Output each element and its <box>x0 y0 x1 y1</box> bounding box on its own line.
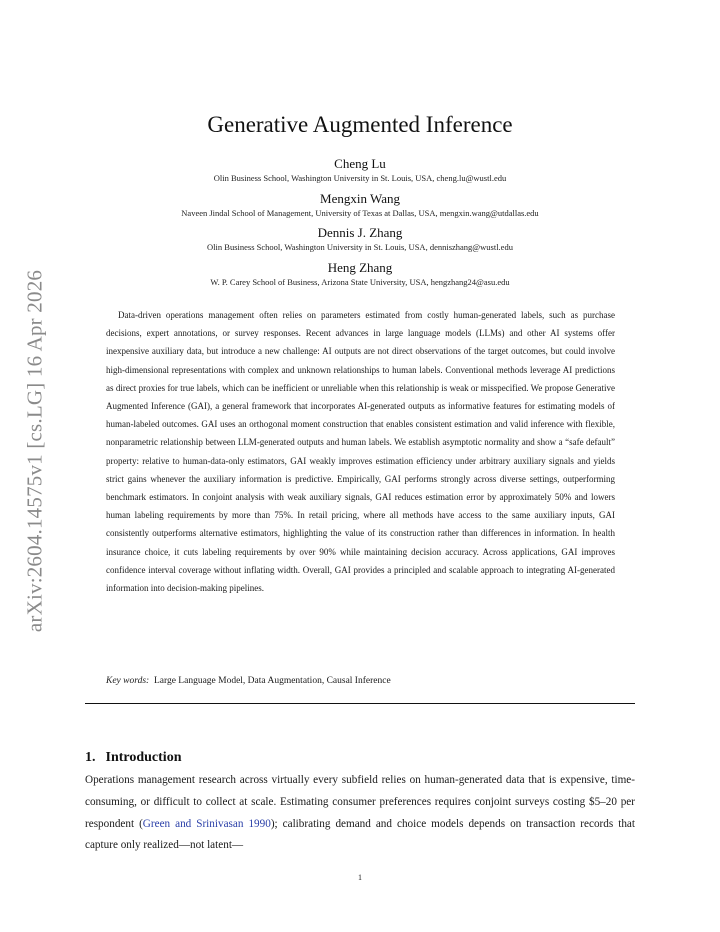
section-heading <box>85 750 181 766</box>
author-name: Heng Zhang <box>327 260 393 275</box>
author-block <box>0 260 720 288</box>
author-affiliation: Olin Business School, Washington University in St. Louis, USA, cheng.lu@wustl.edu <box>213 173 507 183</box>
intro-text: Operations management research across virtually every subfield relies on human-generated data that is expensive, time-consuming, or difficult to collect at scale. Estimating consumer preferences requires conjoint surveys costing $5–20 per respondent ( <box>85 774 635 830</box>
abstract: Data-driven operations management often relies on parameters estimated from costly human-generated labels, such as purchase decisions, expert annotations, or survey responses. Recent advances in large language models (LLMs) and other AI systems offer inexpensive auxiliary data, but introduce a new challenge: AI outputs are not direct observations of the target outcomes, but could involve high-dimensional representations with complex and unknown relationships to human labels. Conventional methods leverage AI predictions as direct proxies for true labels, which can be inefficient or unreliable when this relationship is weak or misspecified. We propose Generative Augmented Inference (GAI), a general framework that incorporates AI-generated outputs as informative features for estimating models of human-labeled outcomes. GAI uses an orthogonal moment construction that enables consistent estimation and valid inference with flexible, nonparametric relationship between LLM-generated outputs and human labels. We establish asymptotic normality and show a “safe default” property: relative to human-data-only estimators, GAI weakly improves estimation efficiency under arbitrary auxiliary signals and yields strict gains whenever the auxiliary information is predictive. Empirically, GAI performs strongly across diverse settings, outperforming benchmark estimators. In conjoint analysis with weak auxiliary signals, GAI reduces estimation error by approximately 50% and lowers human labeling requirements by more than 75%. In retail pricing, where all methods have access to the same auxiliary inputs, GAI consistently outperforms alternative estimators, highlighting the value of its construction rather than differences in information. In health insurance choice, it cuts labeling requirements by over 90% while maintaining decision accuracy. Across applications, GAI improves confidence interval coverage without inflating width. Overall, GAI provides a principled and scalable approach to integrating AI-generated information into decision-making pipelines. <box>106 310 615 594</box>
keywords-text: Large Language Model, Data Augmentation, Causal Inference <box>153 676 391 686</box>
section-title: Introduction <box>105 750 182 765</box>
author-name: Cheng Lu <box>334 156 386 171</box>
author-block <box>0 191 720 219</box>
page-number: 1 <box>358 873 362 882</box>
paper-title: Generative Augmented Inference <box>207 112 513 137</box>
author-affiliation: Olin Business School, Washington University in St. Louis, USA, denniszhang@wustl.edu <box>207 242 513 252</box>
author-block <box>0 156 720 184</box>
section-number: 1. <box>85 750 96 765</box>
intro-paragraph <box>85 770 635 857</box>
keywords-label: Key words <box>106 676 147 686</box>
author-affiliation: Naveen Jindal School of Management, University of Texas at Dallas, USA, mengxin.wang@utdallas.edu <box>181 208 539 218</box>
author-block <box>0 225 720 253</box>
keywords-colon: : <box>146 676 150 686</box>
arxiv-identifier-stamp: arXiv:2604.14575v1 [cs.LG] 16 Apr 2026 <box>22 269 47 633</box>
citation-link[interactable]: Green and Srinivasan 1990 <box>142 817 271 830</box>
author-name: Dennis J. Zhang <box>317 225 403 240</box>
section-divider <box>85 703 635 704</box>
author-name: Mengxin Wang <box>320 191 400 206</box>
author-affiliation: W. P. Carey School of Business, Arizona State University, USA, hengzhang24@asu.edu <box>210 277 510 287</box>
keywords <box>106 676 391 686</box>
intro-text-continued: ); calibrating demand and choice models depends on transaction records that capture only realized—not latent— <box>85 817 635 852</box>
